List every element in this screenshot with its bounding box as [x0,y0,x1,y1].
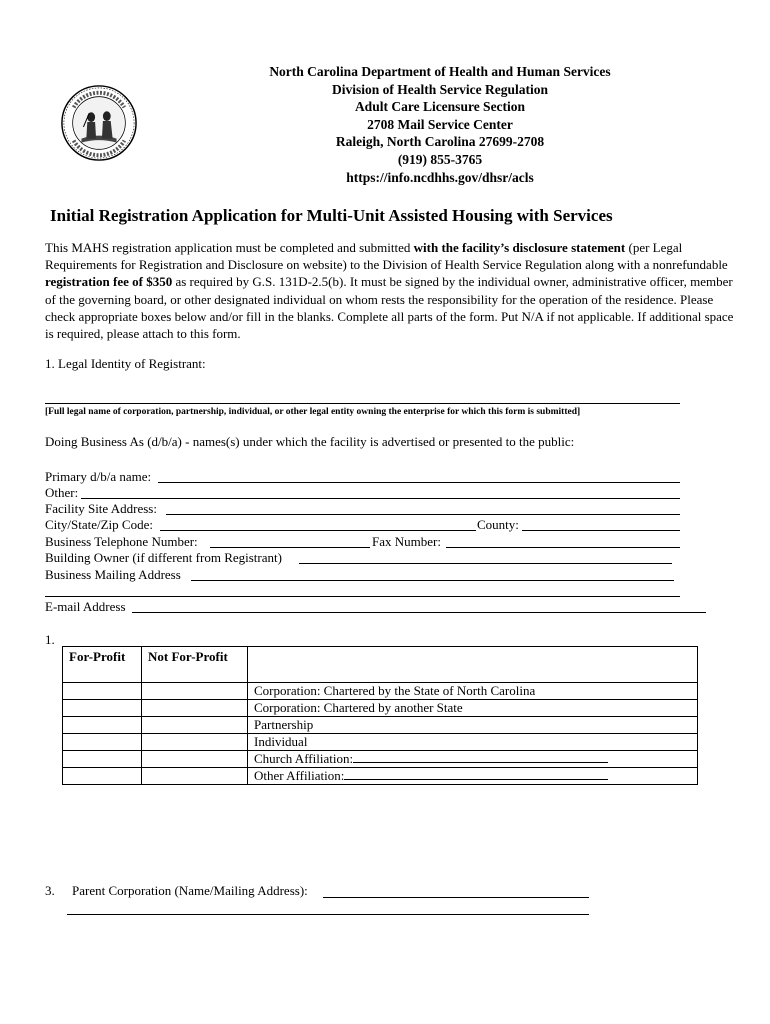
intro-text-2: (per Legal Requirements for Registration and Disclosure on website) to the Division of Health Service Regulation along with a nonrefundable [45,240,728,273]
building-owner-label: Building Owner (if different from Registrant) [45,550,282,565]
for-profit-checkbox-other-state-corp[interactable] [63,700,142,717]
other-dba-field[interactable] [81,498,680,499]
option-other-state-corporation: Corporation: Chartered by another State [248,700,698,717]
county-label: County: [477,517,519,532]
header-division: Division of Health Service Regulation [332,81,548,97]
table-row [63,768,698,785]
business-phone-field[interactable] [210,547,370,548]
for-profit-checkbox-church[interactable] [63,751,142,768]
site-address-label: Facility Site Address: [45,501,157,516]
primary-dba-label: Primary d/b/a name: [45,469,152,484]
option-nc-corporation: Corporation: Chartered by the State of North Carolina [248,683,698,700]
mailing-address-field[interactable] [191,580,674,581]
table-row [63,734,698,751]
church-affiliation-field[interactable] [353,751,608,763]
intro-text-1: This MAHS registration application must be completed and submitted [45,240,414,255]
fax-label: Fax Number: [372,534,441,549]
table-row [63,683,698,700]
intro-bold-1: with the facility’s disclosure statement [413,240,626,255]
form-title: Initial Registration Application for Multi-Unit Assisted Housing with Services [50,206,613,225]
building-owner-field[interactable] [299,563,672,564]
for-profit-checkbox-individual[interactable] [63,734,142,751]
not-for-profit-checkbox-church[interactable] [142,751,248,768]
intro-paragraph [45,239,735,342]
header-phone: (919) 855-3765 [397,151,483,167]
email-label: E-mail Address [45,599,126,614]
for-profit-checkbox-partnership[interactable] [63,717,142,734]
intro-bold-2: registration fee of $350 [45,274,173,290]
header-department: North Carolina Department of Health and Human Services [269,64,611,79]
legal-name-field[interactable] [45,403,680,404]
table-row [63,717,698,734]
not-for-profit-header: Not For-Profit [142,647,248,683]
parent-corporation-field-2[interactable] [67,914,589,915]
header-city: Raleigh, North Carolina 27699-2708 [335,134,545,150]
option-other-affiliation [248,768,698,785]
site-address-field[interactable] [166,514,680,515]
state-seal-icon [60,84,138,162]
not-for-profit-checkbox-other[interactable] [142,768,248,785]
fax-field[interactable] [446,547,680,548]
other-affiliation-field[interactable] [344,768,608,780]
option-church-affiliation [248,751,698,768]
ownership-type-header [248,647,698,683]
church-affiliation-label: Church Affiliation: [254,751,354,766]
option-individual: Individual [248,734,698,751]
section-2-number: 1. [45,632,55,647]
for-profit-checkbox-nc-corp[interactable] [63,683,142,700]
header-mail-center: 2708 Mail Service Center [367,116,513,132]
for-profit-header: For-Profit [63,647,142,683]
city-state-zip-label: City/State/Zip Code: [45,517,153,532]
mailing-address-field-2[interactable] [45,596,680,597]
intro-text-3: as required by G.S. 131D-2.5(b). It must be signed by the individual owner, administrative officer, member of the governing board, or other designated individual on whom rests the responsibility for the operation of the residence. Please check appropriate boxes below and/or fill in the blanks. Complete all parts of the form. Put N/A if not applicable. If additional space is required, please attach to this form. [45,274,734,342]
header-section: Adult Care Licensure Section [354,99,526,115]
legal-identity-label: 1. Legal Identity of Registrant: [45,356,206,371]
other-affiliation-label: Other Affiliation: [254,768,345,783]
option-partnership: Partnership [248,717,698,734]
not-for-profit-checkbox-nc-corp[interactable] [142,683,248,700]
legal-name-caption: [Full legal name of corporation, partnership, individual, or other legal entity owning the enterprise for which this form is submitted] [45,407,581,417]
parent-corporation-field[interactable] [323,897,589,898]
section-3-number: 3. [45,883,55,898]
table-row [63,700,698,717]
parent-corporation-label: Parent Corporation (Name/Mailing Address): [72,883,308,898]
city-state-zip-field[interactable] [160,530,476,531]
table-row [63,751,698,768]
not-for-profit-checkbox-partnership[interactable] [142,717,248,734]
header-url[interactable]: https://info.ncdhhs.gov/dhsr/acls [346,169,534,185]
ownership-type-table [62,646,698,785]
business-phone-label: Business Telephone Number: [45,534,198,549]
not-for-profit-checkbox-other-state-corp[interactable] [142,700,248,717]
not-for-profit-checkbox-individual[interactable] [142,734,248,751]
dba-prompt: Doing Business As (d/b/a) - names(s) under which the facility is advertised or presented to the public: [45,434,575,449]
email-field[interactable] [132,612,706,613]
mailing-address-label: Business Mailing Address [45,567,181,582]
for-profit-checkbox-other[interactable] [63,768,142,785]
agency-header [180,63,700,186]
other-dba-label: Other: [45,485,79,500]
table-header-row [63,647,698,683]
county-field[interactable] [522,530,680,531]
primary-dba-field[interactable] [158,482,680,483]
